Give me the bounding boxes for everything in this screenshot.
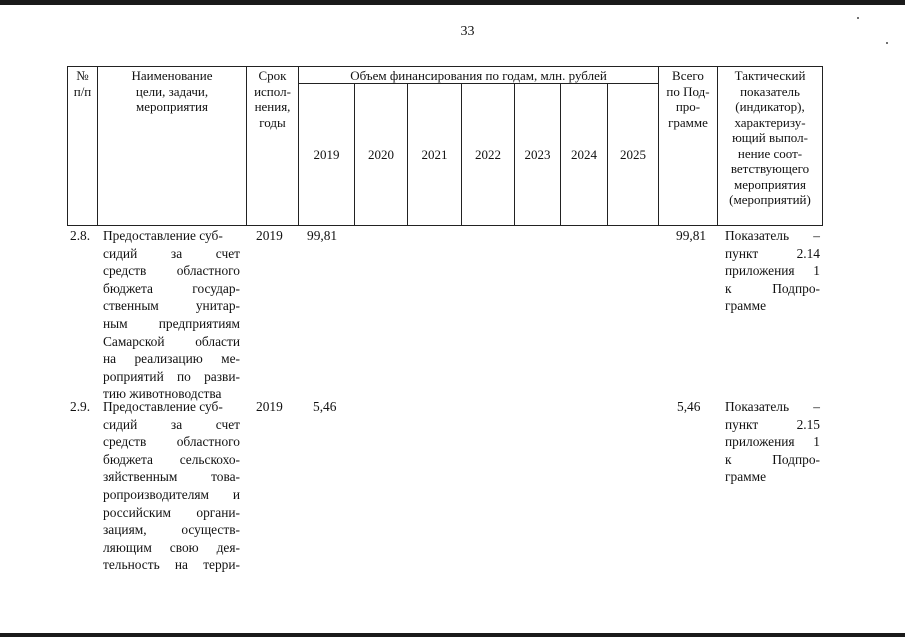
row-total: 99,81: [676, 228, 707, 243]
row-number: 2.9.: [70, 399, 91, 414]
header-year-2024: 2024: [571, 147, 597, 162]
header-term: Срок испол- нения, годы: [254, 68, 291, 130]
header-year-2025: 2025: [620, 147, 646, 162]
row-term: 2019: [256, 399, 283, 414]
row-indicator: Показатель – пункт 2.15 приложения 1 к Подпро- грамме: [725, 399, 820, 485]
header-total: Всего по Под- про- грамме: [666, 68, 710, 130]
row-total: 5,46: [677, 399, 701, 414]
header-year-2023: 2023: [524, 147, 551, 162]
header-year-2019: 2019: [313, 147, 340, 162]
page-number: 33: [460, 24, 475, 39]
header-year-2021: 2021: [421, 147, 448, 162]
scan-speck: [857, 17, 859, 19]
row-value-2019: 5,46: [313, 399, 337, 414]
header-name: Наименование цели, задачи, мероприятия: [131, 68, 213, 114]
bottom-border: [0, 633, 905, 637]
row-term: 2019: [256, 228, 283, 243]
scan-speck: [886, 42, 888, 44]
top-border: [0, 0, 905, 5]
header-financing: Объем финансирования по годам, млн. рублей: [350, 68, 607, 83]
row-value-2019: 99,81: [307, 228, 338, 243]
row-name: Предоставление суб- сидий за счет средств областного бюджета сельскохо- зяйственным това- ропроизводителям и российским органи- зациям, осуществ- ляющим свою дея- тельность на терри-: [103, 399, 240, 573]
header-year-2022: 2022: [475, 147, 501, 162]
row-number: 2.8.: [70, 228, 91, 243]
header-year-2020: 2020: [368, 147, 394, 162]
header-indicator: Тактический показатель (индикатор), характеризу- ющий выпол- нение соот- ветствующего мероприятия (мероприятий): [729, 68, 811, 207]
row-indicator: Показатель – пункт 2.14 приложения 1 к Подпро- грамме: [725, 228, 820, 314]
header-number: № п/п: [73, 68, 92, 99]
row-name: Предоставление суб- сидий за счет средств областного бюджета государ- ственным унитар- ным предприятиям Самарской области на реализацию ме- роприятий по разви- тию животноводства: [103, 228, 240, 402]
